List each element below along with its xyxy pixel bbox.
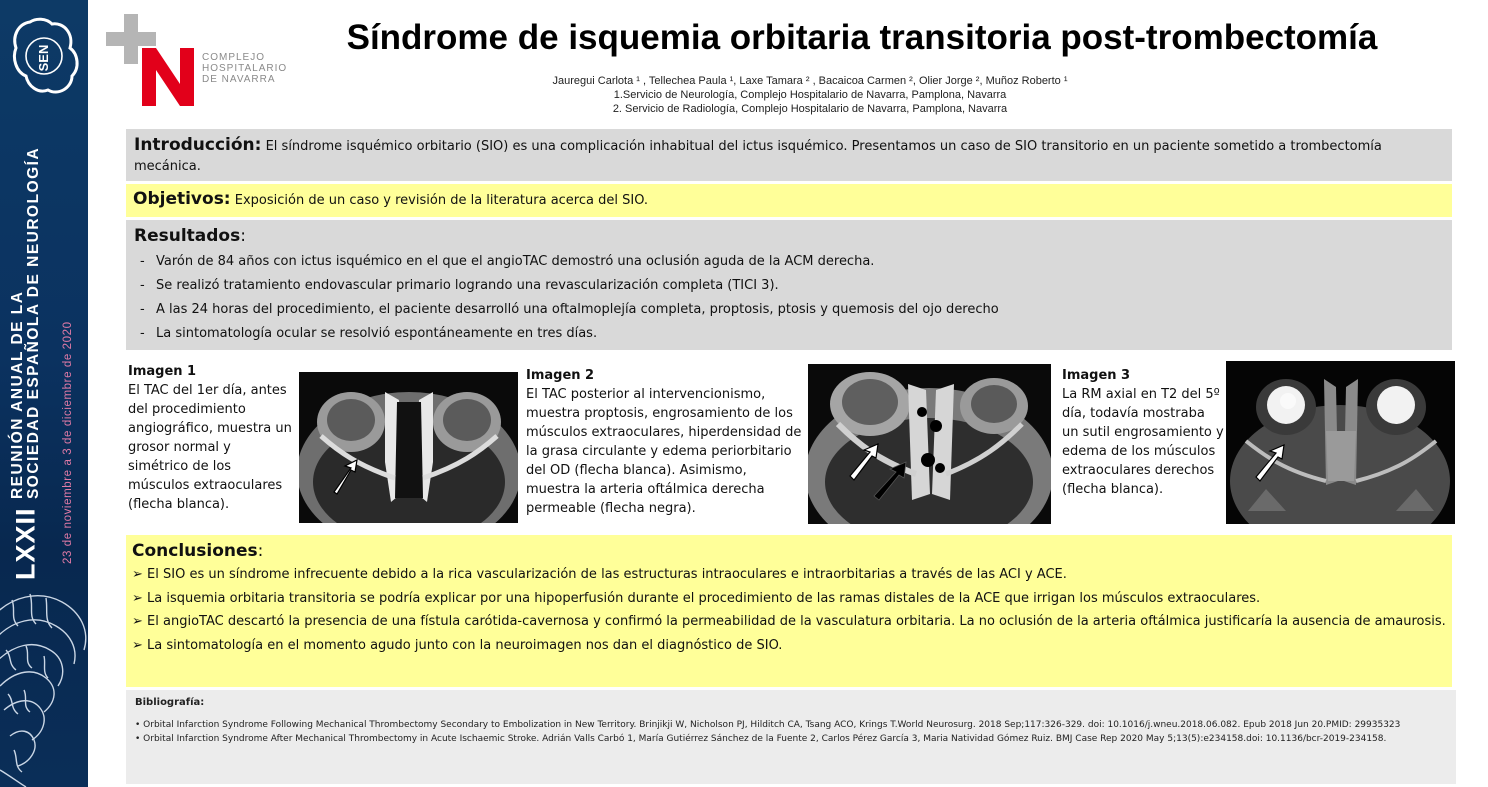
image-1-caption-block bbox=[128, 362, 293, 514]
introduction-text: El síndrome isquémico orbitario (SIO) es una complicación inhabitual del ictus isquémico. Presentamos un caso de SIO transitorio en un paciente sometido a trombectomía mecánica. bbox=[134, 139, 1382, 174]
conclusions-colon: : bbox=[257, 541, 264, 561]
introduction-heading: Introducción: bbox=[134, 135, 262, 155]
results-colon: : bbox=[240, 226, 246, 246]
sen-logo bbox=[10, 14, 80, 100]
hospital-logo-mark bbox=[104, 12, 199, 108]
conclusion-item bbox=[132, 634, 1446, 658]
image-2-ct-scan bbox=[808, 364, 1051, 524]
results-item: - Se realizó tratamiento endovascular primario logrando una revascularización completa (TICI 3). bbox=[134, 274, 1444, 298]
author-names: Jauregui Carlota ¹ , Tellechea Paula ¹, Laxe Tamara ² , Bacaicoa Carmen ², Olier Jorge ², Muñoz Roberto ¹ bbox=[552, 75, 1068, 87]
conclusion-item bbox=[132, 587, 1446, 611]
image-3-mri-scan bbox=[1226, 361, 1455, 524]
bibliography-heading: Bibliografía: bbox=[135, 697, 205, 708]
affiliation-2: 2. Servicio de Radiología, Complejo Hospitalario de Navarra, Pamplona, Navarra bbox=[612, 103, 1008, 115]
conclusion-text: La sintomatología en el momento agudo junto con la neuroimagen nos dan el diagnóstico de SIO. bbox=[147, 637, 783, 653]
results-item: - A las 24 horas del procedimiento, el paciente desarrolló una oftalmoplejía completa, proptosis, ptosis y quemosis del ojo derecho bbox=[134, 298, 1444, 322]
bibliography-item: • Orbital Infarction Syndrome Following Mechanical Thrombectomy Secondary to Embolization in New Territory. Brinjikji W, Nicholson PJ, Hilditch CA, Tsang ACO, Krings T.World Neurosurg. 2018 Sep;117:326-329. doi: 10.1016/j.wneu.2018.06.082. Epub 2018 Jun 20.PMID: 29935323 bbox=[135, 720, 1401, 730]
image-1-title: Imagen 1 bbox=[128, 364, 197, 379]
bibliography-item: • Orbital Infarction Syndrome After Mechanical Thrombectomy in Acute Ischaemic Stroke. Adrián Valls Carbó 1, María Gutiérrez Sánchez de la Fuente 2, Carlos Pérez García 3, Maria Natividad Gómez Ruiz. BMJ Case Rep 2020 May 5;13(5):e234158.doi: 10.1136/bcr-2019-234158. bbox=[135, 734, 1387, 744]
results-item: - La sintomatología ocular se resolvió espontáneamente en tres días. bbox=[134, 322, 1444, 346]
conclusion-text: La isquemia orbitaria transitoria se podría explicar por una hipoperfusión durante el procedimiento de las ramas distales de la ACE que irrigan los músculos extraoculares. bbox=[147, 590, 1261, 606]
objectives-text: Exposición de un caso y revisión de la literatura acerca del SIO. bbox=[234, 193, 649, 208]
poster-title: Síndrome de isquemia orbitaria transitoria post-trombectomía bbox=[346, 18, 1378, 57]
conclusions-section bbox=[126, 535, 1452, 687]
hospital-logo-line1: COMPLEJO bbox=[202, 52, 266, 63]
hospital-logo-line3: DE NAVARRA bbox=[202, 74, 276, 85]
affiliation-1: 1.Servicio de Neurología, Complejo Hospitalario de Navarra, Pamplona, Navarra bbox=[613, 89, 1007, 101]
meeting-title-line2: SOCIEDAD ESPAÑOLA DE NEUROLOGÍA bbox=[25, 146, 42, 500]
hospital-logo-line2: HOSPITALARIO bbox=[202, 63, 288, 74]
image-1-ct-scan bbox=[299, 372, 518, 523]
results-section bbox=[126, 220, 1452, 350]
results-item: - Varón de 84 años con ictus isquémico en el que el angioTAC demostró una oclusión aguda de la ACM derecha. bbox=[134, 250, 1444, 274]
image-3-caption-block bbox=[1062, 366, 1224, 499]
edition-number: LXXII bbox=[10, 507, 41, 580]
meeting-dates: 23 de noviembre a 3 de diciembre de 2020 bbox=[62, 321, 74, 564]
sidebar-banner bbox=[0, 0, 88, 787]
objectives-section bbox=[126, 184, 1452, 217]
meeting-title-line1: REUNIÓN ANUAL DE LA bbox=[9, 290, 26, 500]
arrow-bullet-icon: ➢ bbox=[132, 567, 143, 582]
bibliography-section bbox=[126, 690, 1456, 784]
sen-logo-text: SEN bbox=[36, 44, 51, 72]
image-2-title: Imagen 2 bbox=[526, 368, 595, 383]
conclusion-item bbox=[132, 563, 1446, 587]
arrow-bullet-icon: ➢ bbox=[132, 590, 143, 606]
arrow-bullet-icon: ➢ bbox=[132, 637, 143, 653]
image-3-caption: La RM axial en T2 del 5º día, todavía mostraba un sutil engrosamiento y edema de los músculos extraoculares derechos (flecha blanca). bbox=[1062, 387, 1224, 497]
image-2-caption-block bbox=[526, 366, 804, 518]
conclusions-heading: Conclusiones bbox=[132, 541, 258, 561]
image-2-caption: El TAC posterior al intervencionismo, muestra proptosis, engrosamiento de los músculos extraoculares, hiperdensidad de la grasa circulante y edema periorbitario del OD (flecha blanca). Asimismo, muestra la arteria oftálmica derecha permeable (flecha negra). bbox=[526, 387, 802, 516]
image-3-title: Imagen 3 bbox=[1062, 368, 1131, 383]
results-heading: Resultados bbox=[134, 226, 241, 246]
authors-block bbox=[480, 74, 1140, 116]
conclusion-item bbox=[132, 610, 1446, 634]
meeting-title bbox=[10, 147, 42, 580]
introduction-section bbox=[126, 129, 1452, 181]
objectives-heading: Objetivos: bbox=[133, 189, 231, 209]
results-list bbox=[134, 250, 1444, 346]
arrow-bullet-icon: ➢ bbox=[132, 614, 143, 629]
hospital-logo bbox=[104, 12, 290, 108]
brain-illustration bbox=[0, 590, 88, 787]
image-1-caption: El TAC del 1er día, antes del procedimiento angiográfico, muestra un grosor normal y simétrico de los músculos extraoculares (flecha blanca). bbox=[128, 383, 292, 512]
conclusion-text: El angioTAC descartó la presencia de una fístula carótida-cavernosa y confirmó la permeabilidad de la vasculatura orbitaria. La no oclusión de la arteria oftálmica justificaría la ausencia de amaurosis. bbox=[147, 614, 1446, 629]
conclusion-text: El SIO es un síndrome infrecuente debido a la rica vascularización de las estructuras intraoculares e intraorbitarias a través de las ACI y ACE. bbox=[147, 567, 1067, 582]
